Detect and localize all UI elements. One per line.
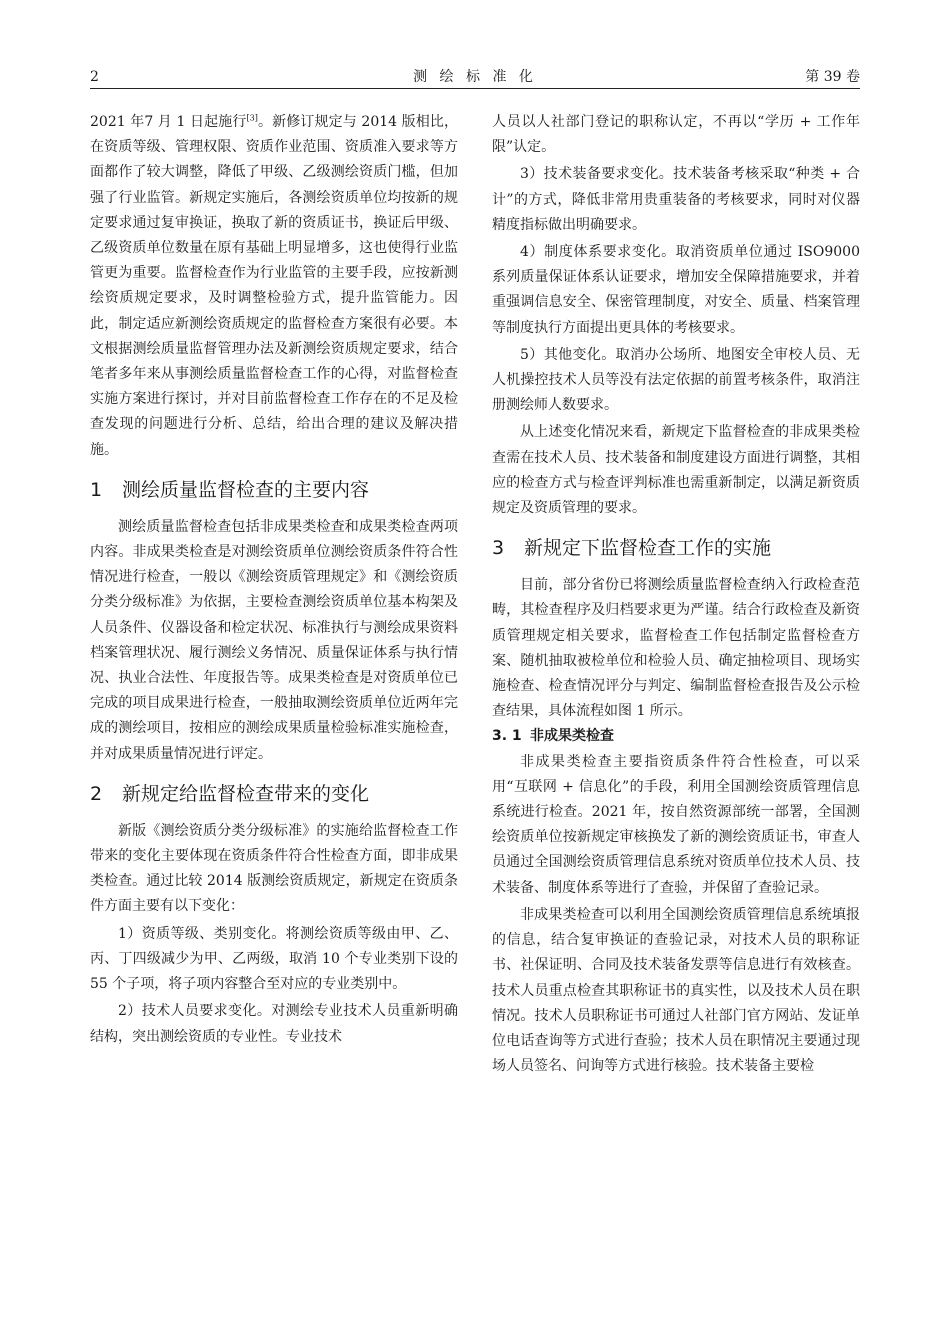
change-item-4: 4）制度体系要求变化。取消资质单位通过 ISO9000 系列质量保证体系认证要求，增加安全保障措施要求，并着重强调信息安全、保密管理制度，对安全、质量、档案管理等制度执行方面提出更具体的考核要求。: [492, 244, 860, 336]
subsection-3-1-heading: [492, 724, 860, 749]
section-1-title: 测绘质量监督检查的主要内容: [122, 478, 370, 501]
section-3-title: 新规定下监督检查工作的实施: [524, 537, 772, 560]
section-2-number: 2: [90, 782, 103, 805]
left-column: [90, 110, 458, 1050]
intro-paragraph: [90, 110, 458, 463]
page-header: [90, 66, 860, 89]
change-item-5: 5）其他变化。取消办公场所、地图安全审校人员、无人机操控技术人员等没有法定依据的前置考核条件，取消注册测绘师人数要求。: [492, 346, 860, 414]
right-column: [492, 110, 860, 1079]
change-item-2-continued: 人员以人社部门登记的职称认定，不再以“学历 + 工作年限”认定。: [492, 114, 860, 156]
intro-text-end: 。新修订规定与 2014 版相比，在资质等级、管理权限、资质作业范围、资质准入要求等方面都作了较大调整，降低了甲级、乙级测绘资质门槛，但加强了行业监管。新规定实施后，各测绘资质单位均按新的规定要求通过复审换证，换取了新的资质证书，换证后甲级、乙级资质单位数量在原有基础上明显增多，这也使得行业监管更为重要。监督检查作为行业监管的主要手段，应按新测绘资质规定要求，及时调整检验方式，提升监管能力。因此，制定适应新测绘资质规定的监督检查方案很有必要。本文根据测绘质量监督管理办法及新测绘资质规定要求，结合笔者多年来从事测绘质量监督检查工作的心得，对监督检查实施方案进行探讨，并对目前监督检查工作存在的不足及检查发现的问题进行分析、总结，给出合理的建议及解决措施。: [90, 114, 458, 458]
section-2-paragraph: 新版《测绘资质分类分级标准》的实施给监督检查工作带来的变化主要体现在资质条件符合性检查方面，即非成果类检查。通过比较 2014 版测绘资质规定，新规定在资质条件方面主要有以下变化：: [90, 822, 458, 915]
section-1-number: 1: [90, 478, 103, 501]
summary-paragraph: 从上述变化情况来看，新规定下监督检查的非成果类检查需在技术人员、技术装备和制度建设方面进行调整，其相应的检查方式与检查评判标准也需重新制定，以满足新资质规定及资质管理的要求。: [492, 424, 860, 517]
section-3-number: 3: [492, 537, 505, 560]
subsection-3-1-paragraph-2: 非成果类检查可以利用全国测绘资质管理信息系统填报的信息，结合复审换证的查验记录，对技术人员的职称证书、社保证明、合同及技术装备发票等信息进行有效核查。技术人员重点检查其职称证书的真实性，以及技术人员在职情况。技术人员职称证书可通过人社部门官方网站、发证单位电话查询等方式进行查验；技术人员在职情况主要通过现场人员签名、问询等方式进行核验。技术装备主要检: [492, 906, 860, 1075]
section-3-heading: [492, 535, 860, 561]
section-1-heading: [90, 477, 458, 503]
intro-text-start: 2021 年7 月 1 日起施行: [90, 114, 247, 130]
page-number: 2: [90, 69, 99, 85]
section-1-paragraph: 测绘质量监督检查包括非成果类检查和成果类检查两项内容。非成果类检查是对测绘资质单位测绘资质条件符合性情况进行检查，一般以《测绘资质管理规定》和《测绘资质分类分级标准》为依据，主要检查测绘资质单位基本构架及人员条件、仪器设备和检定状况、标准执行与测绘成果资料档案管理状况、履行测绘义务情况、质量保证体系与执行情况、执业合法性、年度报告等。成果类检查是对资质单位已完成的项目成果进行检查，一般抽取测绘资质单位近两年完成的测绘项目，按相应的测绘成果质量检验标准实施检查，并对成果质量情况进行评定。: [90, 518, 458, 762]
volume-label: 第 39 卷: [805, 69, 860, 85]
section-2-title: 新规定给监督检查带来的变化: [122, 782, 370, 805]
subsection-3-1-paragraph-1: 非成果类检查主要指资质条件符合性检查，可以采用“互联网 + 信息化”的手段，利用全国测绘资质管理信息系统进行检查。2021 年，按自然资源部统一部署，全国测绘资质单位按新规定审核换发了新的测绘资质证书，审查人员通过全国测绘资质管理信息系统对资质单位技术人员、技术装备、制度体系等进行了查验，并保留了查验记录。: [492, 753, 860, 896]
journal-title: 测 绘 标 准 化: [413, 69, 537, 85]
change-item-1: 1）资质等级、类别变化。将测绘资质等级由甲、乙、丙、丁四级减少为甲、乙两级，取消 10 个专业类别下设的 55 个子项，将子项内容整合至对应的专业类别中。: [90, 925, 458, 993]
reference-marker: [3]: [246, 113, 258, 123]
section-2-heading: [90, 781, 458, 807]
subsection-3-1-title: 非成果类检查: [530, 728, 614, 745]
change-item-3: 3）技术装备要求变化。技术装备考核采取“种类 + 合计”的方式，降低非常用贵重装备的考核要求，同时对仪器精度指标做出明确要求。: [492, 166, 860, 233]
subsection-3-1-number: 3. 1: [492, 728, 522, 745]
section-3-paragraph: 目前，部分省份已将测绘质量监督检查纳入行政检查范畴，其检查程序及归档要求更为严谨。结合行政检查及新资质管理规定相关要求，监督检查工作包括制定监督检查方案、随机抽取被检单位和检验人员、确定抽检项目、现场实施检查、检查情况评分与判定、编制监督检查报告及公示检查结果，具体流程如图 1 所示。: [492, 577, 860, 720]
change-item-2: 2）技术人员要求变化。对测绘专业技术人员重新明确结构，突出测绘资质的专业性。专业技术: [90, 1003, 458, 1045]
